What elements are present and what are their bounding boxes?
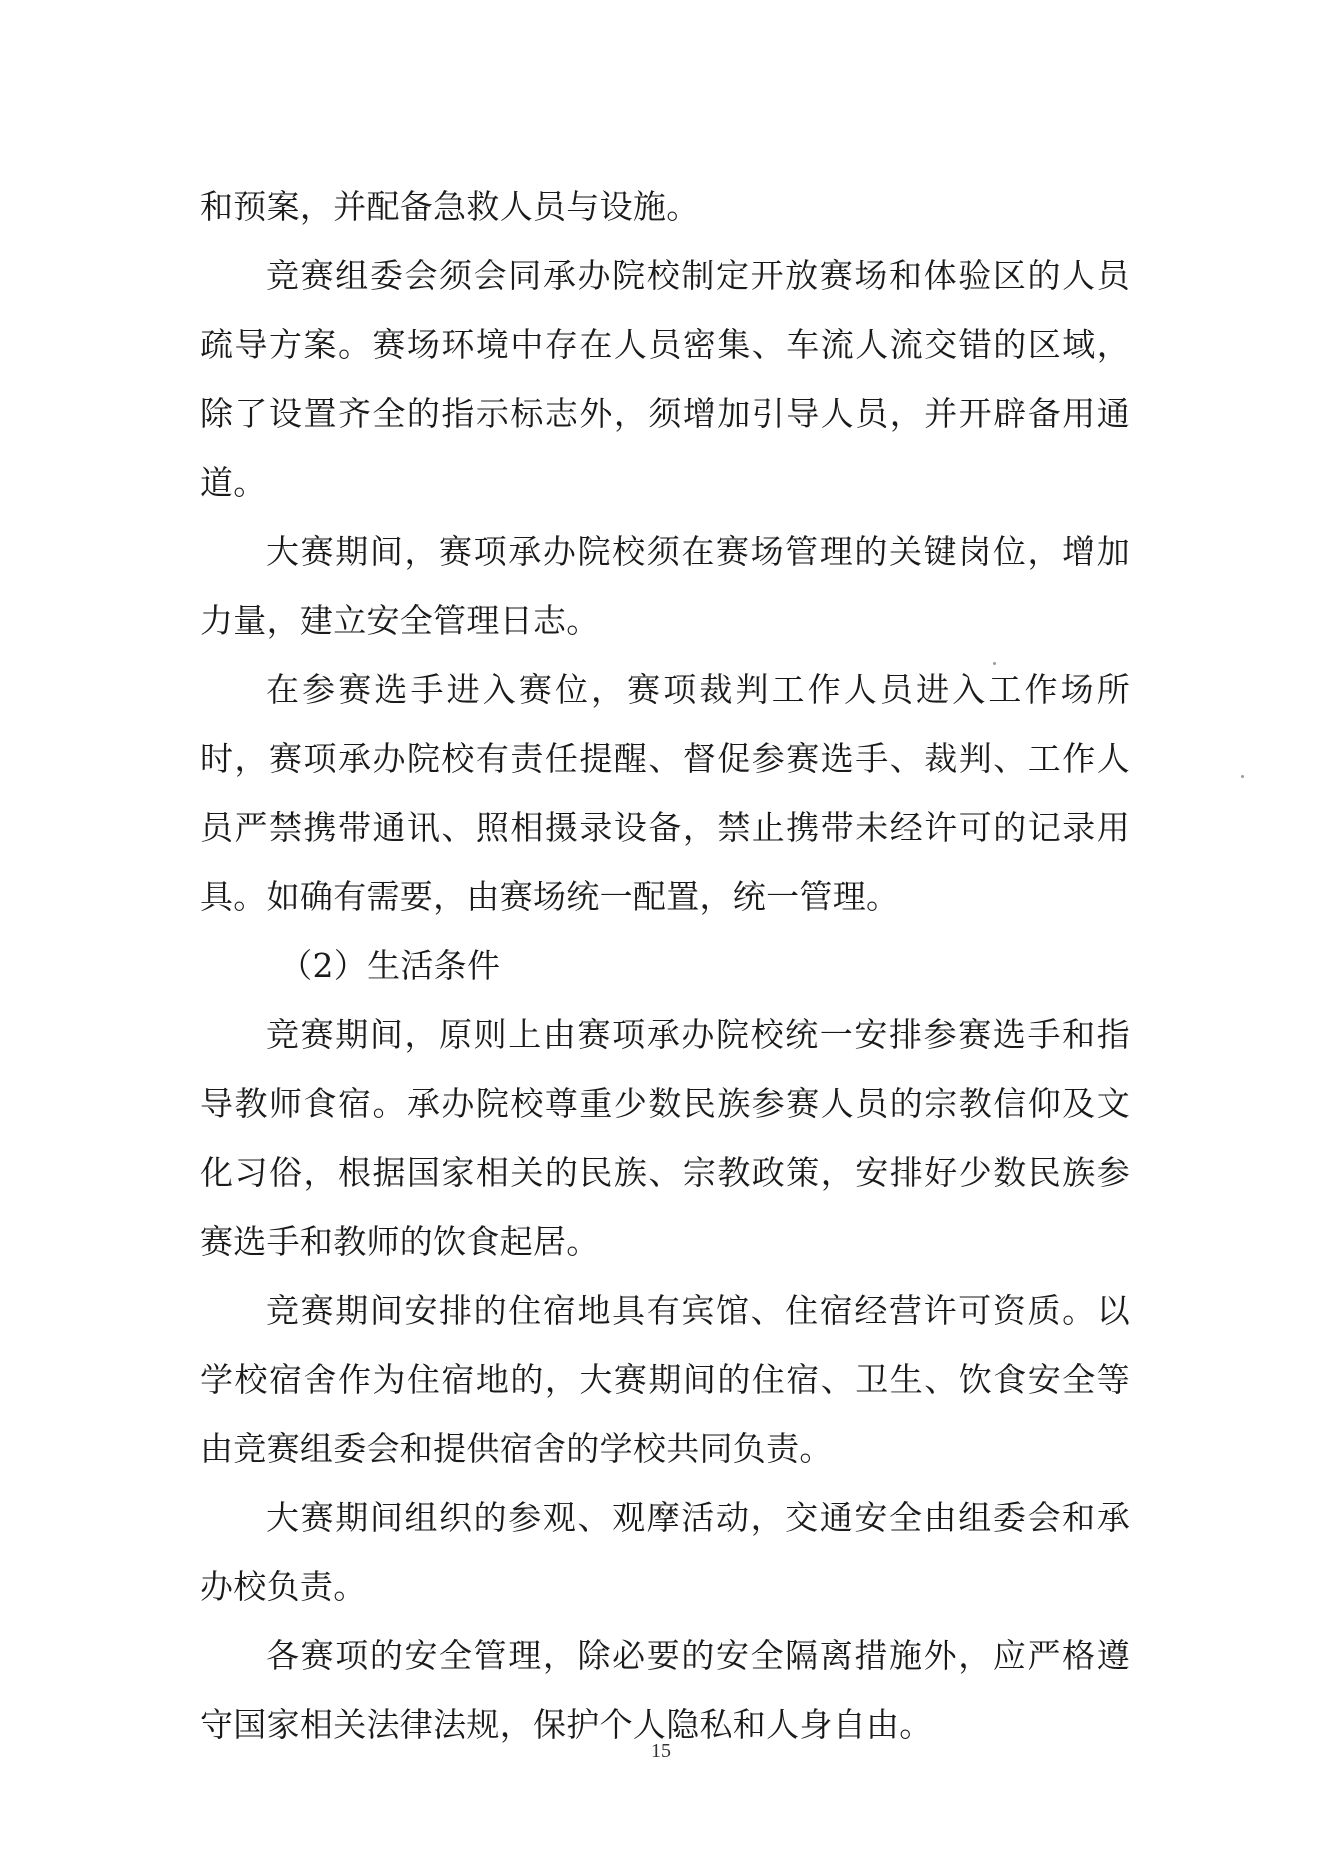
paragraph-safety-management: 各赛项的安全管理，除必要的安全隔离措施外，应严格遵守国家相关法律法规，保护个人隐私和人身自由。 [200,1636,1130,1744]
paragraph-emergency-plan: 和预案，并配备急救人员与设施。 [200,187,700,226]
paragraph-board-lodging: 竞赛期间，原则上由赛项承办院校统一安排参赛选手和指导教师食宿。承办院校尊重少数民族参赛人员的宗教信仰及文化习俗，根据国家相关的民族、宗教政策，安排好少数民族参赛选手和教师的饮食起居。 [200,1015,1130,1261]
scan-speck [1241,775,1244,778]
paragraph-visits: 大赛期间组织的参观、观摩活动，交通安全由组委会和承办校负责。 [200,1498,1130,1606]
page-number: 15 [651,1740,671,1762]
paragraph-device-ban: 在参赛选手进入赛位，赛项裁判工作人员进入工作场所时，赛项承办院校有责任提醒、督促参赛选手、裁判、工作人员严禁携带通讯、照相摄录设备，禁止携带未经许可的记录用具。如确有需要，由赛场统一配置，统一管理。 [200,670,1130,916]
paragraph-accommodation: 竞赛期间安排的住宿地具有宾馆、住宿经营许可资质。以学校宿舍作为住宿地的，大赛期间的住宿、卫生、饮食安全等由竞赛组委会和提供宿舍的学校共同负责。 [200,1291,1130,1468]
paragraph-crowd-guidance: 竞赛组委会须会同承办院校制定开放赛场和体验区的人员疏导方案。赛场环境中存在人员密集、车流人流交错的区域，除了设置齐全的指示标志外，须增加引导人员，并开辟备用通道。 [200,256,1130,502]
paragraph-key-posts: 大赛期间，赛项承办院校须在赛场管理的关键岗位，增加力量，建立安全管理日志。 [200,532,1130,640]
body-text [200,172,1130,1759]
section-heading-living-conditions: （2）生活条件 [279,946,501,985]
scan-speck [993,662,996,665]
